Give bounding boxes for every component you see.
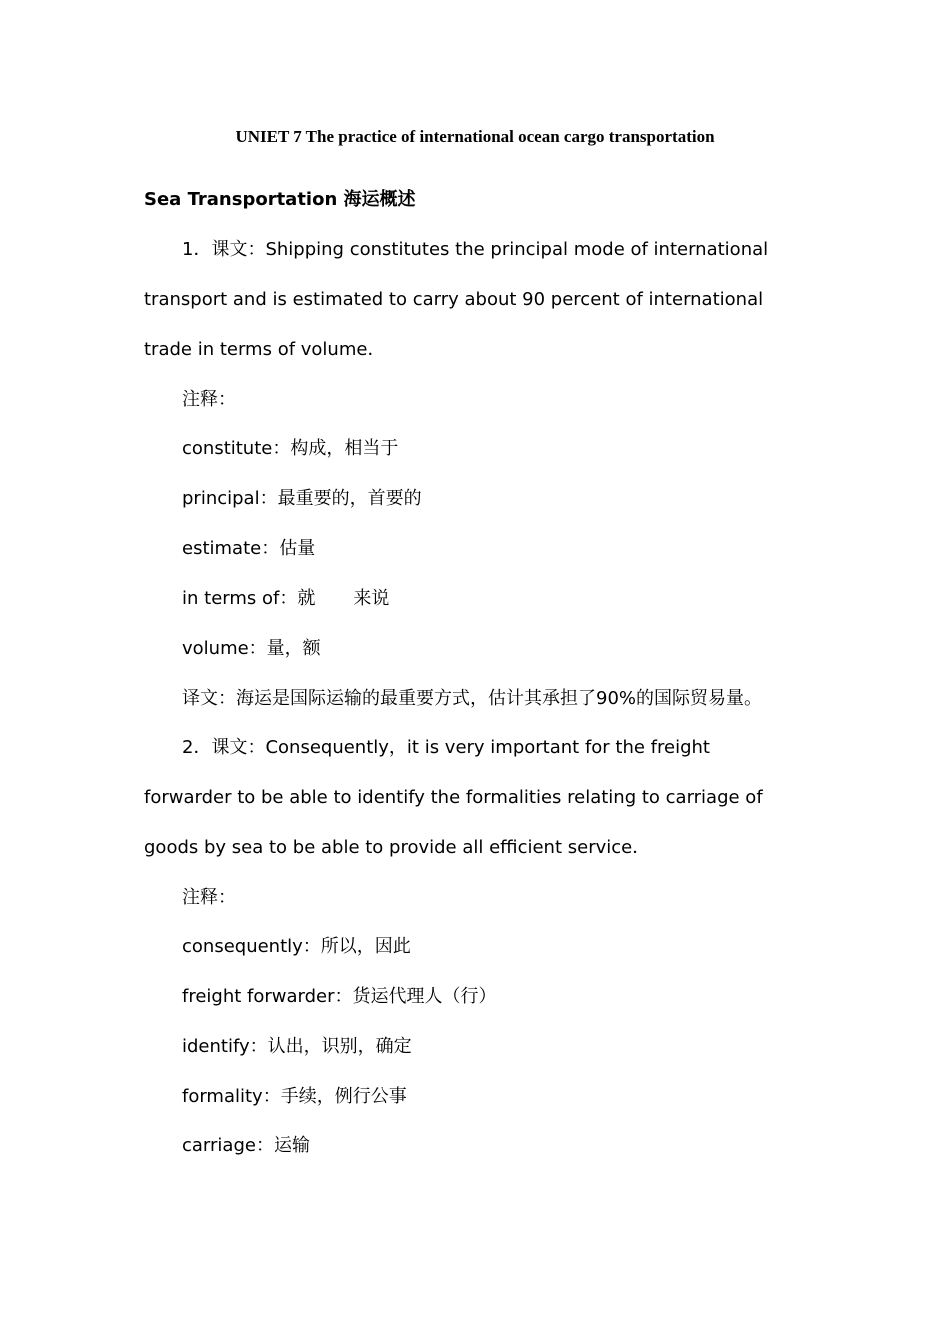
item1-text-line-3: trade in terms of volume． [144, 339, 386, 360]
section-heading: Sea Transportation 海运概述 [144, 189, 416, 210]
item1-note-principal: principal：最重要的，首要的 [182, 488, 422, 509]
item1-note-estimate: estimate：估量 [182, 538, 316, 559]
item1-note-constitute: constitute：构成，相当于 [182, 438, 399, 459]
item1-text-line-2: transport and is estimated to carry about 90 percent of international [144, 289, 764, 310]
document-title: UNIET 7 The practice of international ocean cargo transportation [235, 127, 715, 146]
item2-notes-label: 注释： [182, 887, 236, 908]
item1-note-volume: volume：量，额 [182, 638, 321, 659]
item1-translation: 译文：海运是国际运输的最重要方式，估计其承担了90%的国际贸易量。 [182, 688, 763, 709]
item1-text-line-1: 1．课文：Shipping constitutes the principal mode of international [182, 239, 769, 260]
item2-note-formality: formality：手续，例行公事 [182, 1086, 407, 1107]
in-terms-of-term: in terms of：就 [182, 588, 316, 609]
item2-note-carriage: carriage：运输 [182, 1135, 310, 1156]
item2-text-line-3: goods by sea to be able to provide all efficient service． [144, 837, 651, 858]
item1-notes-label: 注释： [182, 389, 236, 410]
item2-note-identify: identify：认出，识别，确定 [182, 1036, 412, 1057]
item2-text-line-2: forwarder to be able to identify the formalities relating to carriage of [144, 787, 763, 808]
item2-note-freight-forwarder: freight forwarder：货运代理人（行） [182, 986, 497, 1007]
item1-note-in-terms-of [182, 587, 389, 611]
in-terms-of-tail: 来说 [353, 588, 390, 609]
item2-note-consequently: consequently：所以，因此 [182, 936, 411, 957]
item2-text-line-1: 2．课文：Consequently，it is very important for the freight [182, 737, 710, 758]
